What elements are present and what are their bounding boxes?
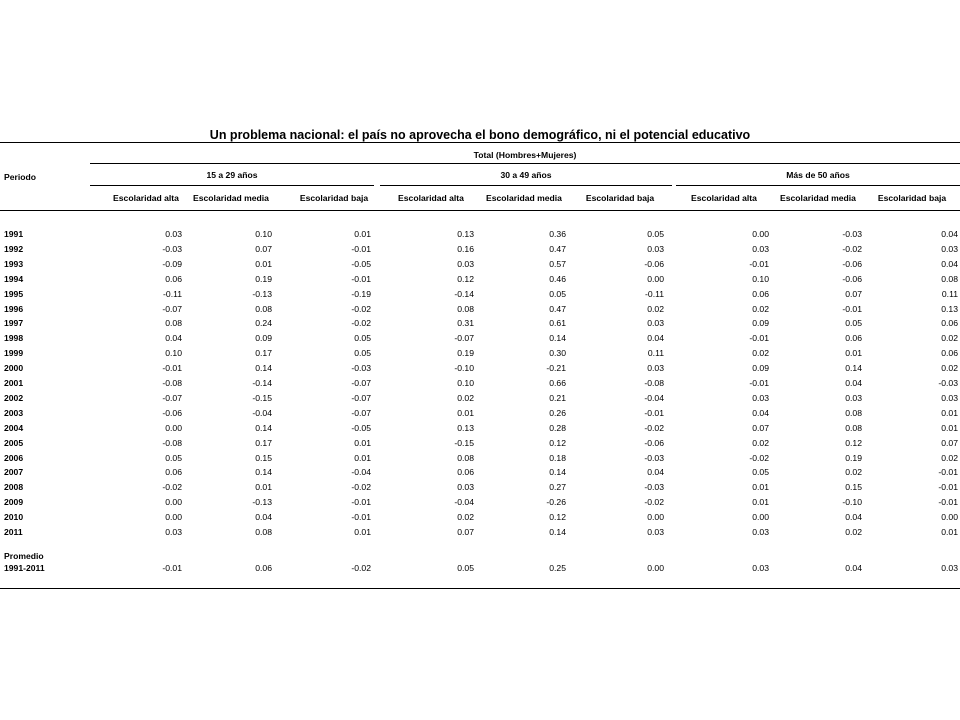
table-cell: 0.03 [165,527,182,537]
table-cell: -0.07 [351,407,371,418]
average-cell: -0.02 [351,563,371,573]
table-cell: 0.01 [354,527,371,537]
table-cell: 0.01 [941,422,958,433]
table-cell: -0.03 [842,229,862,239]
row-year: 1994 [4,273,24,284]
table-cell: 0.19 [457,348,474,359]
table-cell: 0.02 [845,527,862,537]
table-cell: 0.06 [165,467,182,478]
table-cell: 0.07 [255,243,272,254]
table-cell: -0.02 [749,452,769,463]
table-cell: 0.08 [457,303,474,314]
table-cell: 0.14 [845,363,862,374]
table-cell: 0.06 [165,273,182,284]
table-cell: -0.06 [644,258,664,269]
average-cell: -0.01 [162,563,182,573]
group-rule-3 [676,185,960,186]
average-cell: 0.03 [752,563,769,573]
table-cell: 0.04 [845,378,862,388]
table-cell: 0.57 [549,258,566,269]
table-cell: 0.02 [845,467,862,478]
table-cell: 0.46 [549,273,566,284]
table-cell: 0.09 [255,333,272,344]
group-rule-1 [90,185,374,186]
table-cell: -0.01 [938,467,958,478]
table-cell: -0.02 [351,482,371,493]
row-year: 2010 [4,512,24,523]
table-cell: 0.10 [752,273,769,284]
row-year: 2007 [4,467,24,478]
bottom-rule [0,588,960,589]
table-cell: -0.03 [644,452,664,463]
table-cell: -0.21 [546,363,566,374]
table-cell: -0.11 [645,288,664,299]
table-cell: 0.08 [845,422,862,433]
table-cell: 0.13 [941,303,958,314]
table-cell: -0.01 [842,303,862,314]
average-cell: 0.25 [549,563,566,573]
row-year: 1993 [4,258,24,269]
table-cell: 0.06 [457,467,474,478]
table-cell: 0.66 [549,378,566,388]
table-cell: -0.01 [351,512,371,523]
table-cell: -0.26 [546,497,566,508]
row-year: 1999 [4,348,24,359]
table-cell: 0.26 [549,407,566,418]
table-cell: 0.08 [845,407,862,418]
row-year: 1991 [4,229,24,239]
subcol-header: Escolaridad media [486,193,562,203]
table-cell: 0.31 [457,318,474,329]
table-cell: 0.10 [255,229,272,239]
table-cell: 0.05 [845,318,862,329]
table-cell: -0.04 [351,467,371,478]
table-cell: 0.03 [752,527,769,537]
group-50-plus: Más de 50 años [786,170,850,180]
table-cell: 0.02 [752,348,769,359]
table-cell: 0.24 [255,318,272,329]
average-cell: 0.03 [941,563,958,573]
table-cell: 0.03 [165,229,182,239]
table-cell: 0.00 [647,273,664,284]
table-cell: 0.03 [941,392,958,403]
table-cell: 0.27 [549,482,566,493]
table-cell: 0.05 [647,229,664,239]
table-cell: 0.36 [549,229,566,239]
table-cell: 0.00 [165,512,182,523]
table-cell: 0.04 [165,333,182,344]
average-cell: 0.04 [845,563,862,573]
table-cell: -0.04 [454,497,474,508]
row-year: 2008 [4,482,24,493]
table-cell: 0.14 [549,333,566,344]
table-cell: -0.08 [162,378,182,388]
table-cell: 0.08 [165,318,182,329]
subcol-header: Escolaridad baja [585,193,655,203]
table-cell: 0.07 [457,527,474,537]
average-label-2: 1991-2011 [4,563,45,573]
table-cell: 0.03 [457,258,474,269]
table-cell: -0.01 [749,378,769,388]
table-cell: 0.13 [457,229,474,239]
table-cell: -0.11 [163,288,182,299]
table-cell: 0.06 [752,288,769,299]
table-cell: 0.12 [549,512,566,523]
table-cell: -0.19 [351,288,371,299]
row-year: 2000 [4,363,24,374]
table-cell: 0.00 [752,512,769,523]
table-cell: -0.01 [644,407,664,418]
table-cell: -0.03 [938,378,958,388]
table-cell: -0.09 [162,258,182,269]
table-cell: 0.02 [941,363,958,374]
row-year: 2005 [4,437,24,448]
table-cell: 0.12 [549,437,566,448]
table-cell: 0.05 [354,348,371,359]
table-cell: 0.12 [457,273,474,284]
row-year: 2001 [4,378,24,388]
table-cell: 0.04 [941,229,958,239]
table-cell: 0.15 [255,452,272,463]
row-year: 2002 [4,392,24,403]
header-bottom-rule [0,210,960,211]
total-header: Total (Hombres+Mujeres) [473,150,577,160]
row-year: 2006 [4,452,24,463]
table-cell: -0.13 [252,497,272,508]
table-cell: 0.07 [752,422,769,433]
table-cell: -0.04 [644,392,664,403]
table-cell: 0.06 [941,318,958,329]
table-cell: 0.05 [752,467,769,478]
table-cell: 0.12 [845,437,862,448]
group-rule-2 [380,185,672,186]
table-cell: -0.14 [454,288,474,299]
table-cell: 0.00 [165,497,182,508]
table-cell: 0.02 [941,333,958,344]
table-cell: 0.47 [549,303,566,314]
table-cell: 0.01 [255,258,272,269]
table-cell: -0.04 [252,407,272,418]
row-year: 1995 [4,288,24,299]
table-cell: 0.03 [752,243,769,254]
table-cell: 0.08 [457,452,474,463]
table-cell: 0.01 [752,497,769,508]
table-cell: 0.02 [941,452,958,463]
table-cell: -0.07 [351,392,371,403]
row-year: 2003 [4,407,24,418]
table-cell: -0.02 [162,482,182,493]
table-cell: -0.02 [842,243,862,254]
row-year: 2009 [4,497,24,508]
row-year: 1992 [4,243,24,254]
table-cell: 0.15 [845,482,862,493]
subcol-header: Escolaridad baja [877,193,947,203]
table-cell: 0.19 [255,273,272,284]
table-cell: 0.30 [549,348,566,359]
average-cell: 0.00 [647,563,664,573]
row-year: 1996 [4,303,24,314]
table-cell: 0.01 [255,482,272,493]
table-cell: 0.00 [647,512,664,523]
subcol-header: Escolaridad media [780,193,856,203]
table-cell: 0.09 [752,318,769,329]
table-cell: -0.02 [644,497,664,508]
row-year: 1998 [4,333,24,344]
table-cell: -0.06 [162,407,182,418]
table-cell: 0.11 [647,348,664,359]
table-cell: 0.28 [549,422,566,433]
table-cell: 0.14 [255,363,272,374]
table-cell: 0.04 [941,258,958,269]
table-cell: -0.15 [454,437,474,448]
table-cell: 0.14 [549,527,566,537]
table-cell: -0.02 [644,422,664,433]
table-cell: 0.07 [845,288,862,299]
total-header-rule [90,163,960,164]
table-cell: -0.01 [351,273,371,284]
average-label-1: Promedio [4,551,44,561]
table-cell: 0.05 [165,452,182,463]
table-cell: 0.01 [845,348,862,359]
table-cell: -0.01 [749,258,769,269]
table-cell: 0.00 [165,422,182,433]
table-cell: 0.01 [457,407,474,418]
table-cell: -0.01 [351,243,371,254]
table-cell: 0.14 [255,422,272,433]
table-cell: 0.02 [647,303,664,314]
table-cell: -0.03 [162,243,182,254]
table-cell: 0.06 [941,348,958,359]
table-cell: 0.03 [647,318,664,329]
table-cell: 0.05 [549,288,566,299]
table-cell: 0.08 [255,303,272,314]
table-cell: 0.19 [845,452,862,463]
table-cell: -0.06 [842,258,862,269]
table-cell: -0.07 [351,378,371,388]
table-cell: -0.01 [351,497,371,508]
table-cell: 0.17 [255,348,272,359]
table-cell: 0.11 [941,288,958,299]
table-cell: 0.02 [457,512,474,523]
table-cell: -0.15 [252,392,272,403]
table-cell: 0.10 [457,378,474,388]
table-cell: 0.00 [941,512,958,523]
table-cell: -0.01 [938,497,958,508]
table-cell: 0.01 [941,407,958,418]
average-cell: 0.05 [457,563,474,573]
table-cell: -0.03 [644,482,664,493]
table-cell: 0.03 [457,482,474,493]
subcol-header: Escolaridad alta [398,193,464,203]
table-cell: 0.00 [752,229,769,239]
table-cell: 0.08 [941,273,958,284]
table-cell: 0.16 [457,243,474,254]
table-cell: 0.18 [549,452,566,463]
table-cell: 0.02 [752,303,769,314]
table-cell: 0.06 [845,333,862,344]
table-cell: 0.04 [752,407,769,418]
table-cell: -0.02 [351,318,371,329]
table-cell: -0.06 [644,437,664,448]
table-cell: -0.01 [749,333,769,344]
table-cell: 0.03 [845,392,862,403]
table-cell: -0.07 [162,303,182,314]
table-cell: -0.13 [252,288,272,299]
table-cell: 0.07 [941,437,958,448]
row-year: 2011 [4,527,23,537]
table-cell: -0.08 [162,437,182,448]
table-cell: 0.17 [255,437,272,448]
table-cell: -0.14 [252,378,272,388]
table-cell: -0.08 [644,378,664,388]
table-cell: 0.47 [549,243,566,254]
group-15-29: 15 a 29 años [206,170,258,180]
table-cell: 0.03 [752,392,769,403]
table-cell: 0.01 [941,527,958,537]
subcol-header: Escolaridad alta [113,193,179,203]
average-cell: 0.06 [255,563,272,573]
table-cell: -0.02 [351,303,371,314]
table-cell: -0.01 [162,363,182,374]
subcol-header: Escolaridad media [193,193,269,203]
table-cell: -0.10 [454,363,474,374]
table-cell: 0.01 [752,482,769,493]
subcol-header: Escolaridad alta [691,193,757,203]
group-30-49: 30 a 49 años [500,170,552,180]
table-cell: 0.08 [255,527,272,537]
table-cell: -0.03 [351,363,371,374]
table-cell: 0.01 [354,452,371,463]
table-cell: -0.05 [351,258,371,269]
table-cell: 0.02 [457,392,474,403]
table-cell: 0.02 [752,437,769,448]
table-cell: 0.04 [647,467,664,478]
table-cell: -0.07 [162,392,182,403]
table-cell: 0.03 [647,363,664,374]
row-year: 2004 [4,422,24,433]
table-cell: -0.07 [454,333,474,344]
table-cell: 0.05 [354,333,371,344]
page-title: Un problema nacional: el país no aprovecha el bono demográfico, ni el potencial educativo [209,128,751,142]
table-cell: 0.13 [457,422,474,433]
periodo-header: Periodo [4,172,36,182]
table-cell: 0.04 [845,512,862,523]
table-cell: -0.10 [842,497,862,508]
table-cell: 0.61 [549,318,566,329]
subcol-header: Escolaridad baja [299,193,369,203]
top-rule [0,142,960,143]
table-cell: 0.01 [354,229,371,239]
table-cell: 0.04 [255,512,272,523]
table-cell: 0.09 [752,363,769,374]
table-cell: 0.04 [647,333,664,344]
table-cell: 0.14 [255,467,272,478]
table-cell: -0.01 [938,482,958,493]
table-cell: 0.03 [647,527,664,537]
table-cell: 0.10 [165,348,182,359]
table-cell: 0.03 [647,243,664,254]
table-cell: 0.03 [941,243,958,254]
row-year: 1997 [4,318,24,329]
table-cell: 0.01 [354,437,371,448]
table-cell: 0.14 [549,467,566,478]
table-cell: -0.05 [351,422,371,433]
table-cell: 0.21 [549,392,566,403]
table-cell: -0.06 [842,273,862,284]
